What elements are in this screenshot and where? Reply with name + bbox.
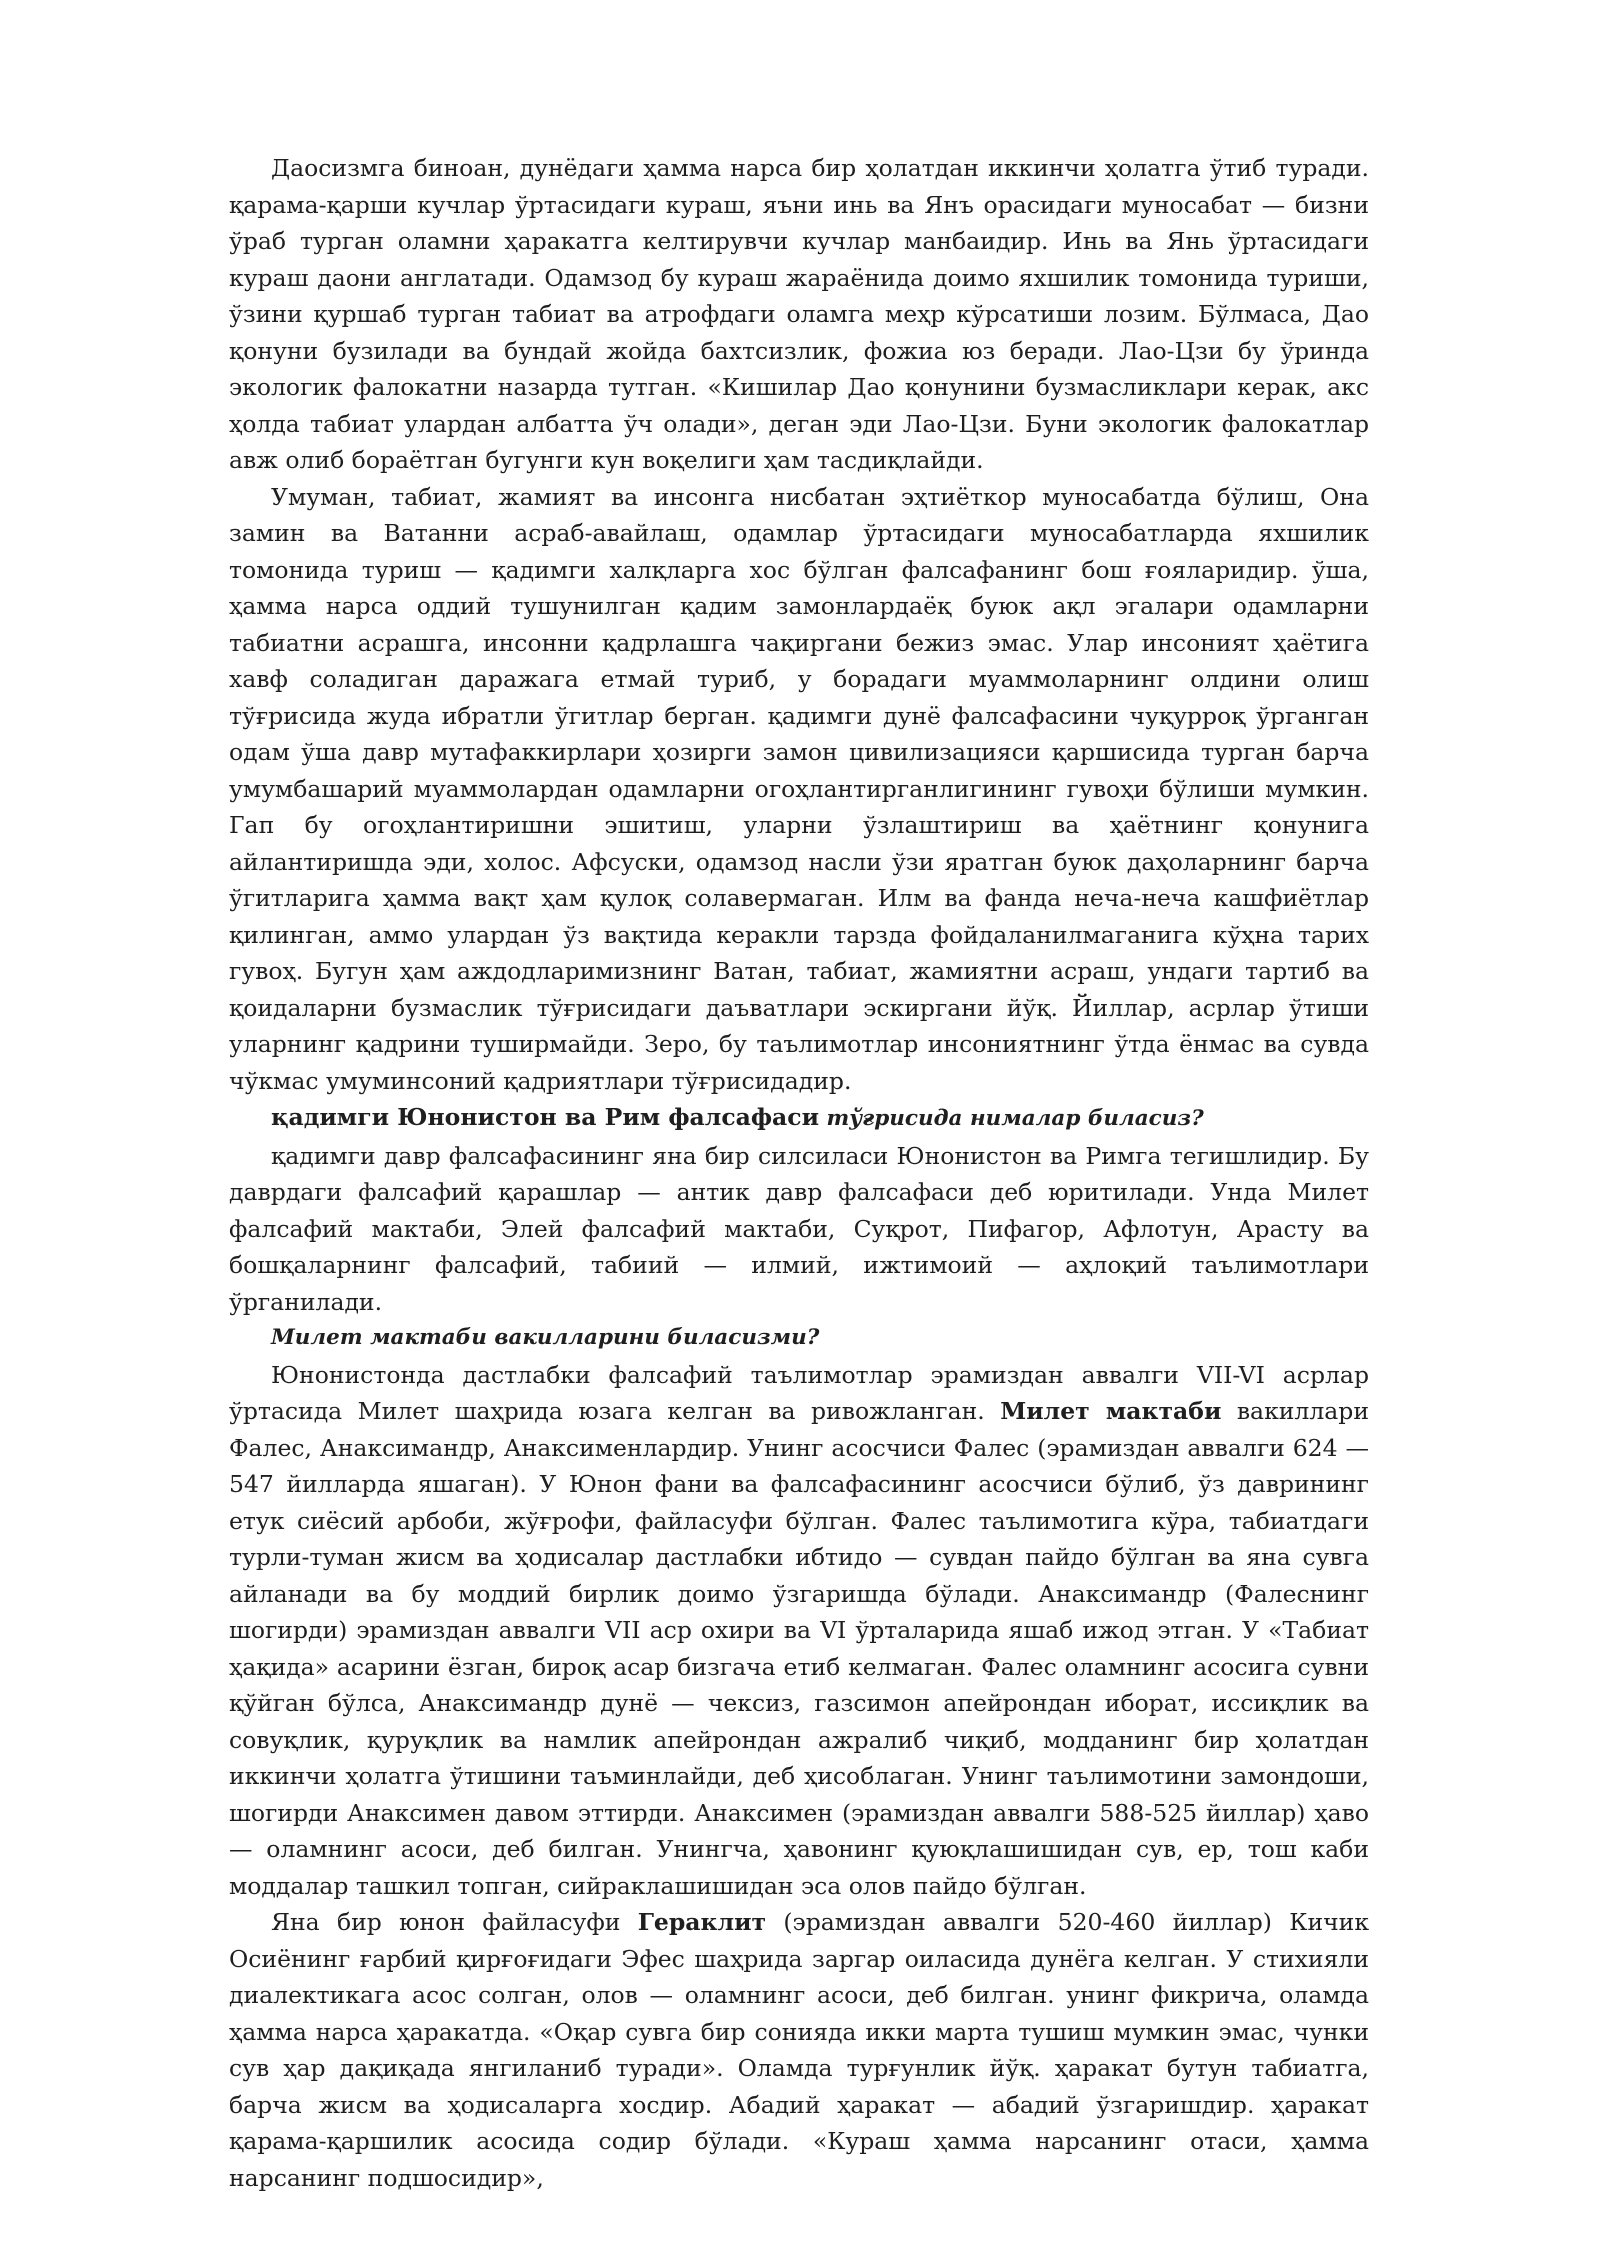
paragraph-miletus-school — [229, 1357, 1369, 1905]
heading-bold-part: қадимги Юнонистон ва Рим фалсафаси — [271, 1103, 820, 1131]
paragraph-heraclitus — [229, 1904, 1369, 2196]
bold-term-heraclitus: Гераклит — [637, 1908, 767, 1936]
section-heading-miletus: Милет мактаби вакилларини биласизми? — [271, 1325, 820, 1350]
paragraph-nature-society: Умуман, табиат, жамият ва инсонга нисбатан эҳтиёткор муносабатда бўлиш, Она замин ва Ватанни асраб-авайлаш, одамлар ўртасидаги муносабатларда яхшилик томонида туриш — қадимги халқларга хос бўлган фалсафанинг бош ғояларидир. ўша, ҳамма нарса оддий тушунилган қадим замонлардаёқ буюк ақл эгалари одамларни табиатни асрашга, инсонни қадрлашга чақиргани бежиз эмас. Улар инсоният ҳаётига хавф соладиган даражага етмай туриб, у борадаги муаммоларнинг олдини олиш тўғрисида жуда ибратли ўгитлар берган. қадимги дунё фалсафасини чуқурроқ ўрганган одам ўша давр мутафаккирлари ҳозирги замон цивилизацияси қаршисида турган барча умумбашарий муаммолардан одамларни огоҳлантирганлигининг гувоҳи бўлиши мумкин. Гап бу огоҳлантиришни эшитиш, уларни ўзлаштириш ва ҳаётнинг қонунига айлантиришда эди, холос. Афсуски, одамзод насли ўзи яратган буюк даҳоларнинг барча ўгитларига ҳамма вақт ҳам қулоқ солавермаган. Илм ва фанда неча-неча кашфиётлар қилинган, аммо улардан ўз вақтида керакли тарзда фойдаланилмаганига кўҳна тарих гувоҳ. Бугун ҳам аждодларимизнинг Ватан, табиат, жамиятни асраш, ундаги тартиб ва қоидаларни бузмаслик тўғрисидаги даъватлари эскиргани йўқ. Йиллар, асрлар ўтиши уларнинг қадрини туширмайди. Зеро, бу таълимотлар инсониятнинг ўтда ёнмас ва сувда чўкмас умуминсоний қадриятлари тўғрисидадир. — [229, 482, 1369, 1095]
text-run: вакиллари Фалес, Анаксимандр, Анаксименлардир. Унинг асосчиси Фалес (эрамиздан аввалги 624 — 547 йилларда яшаган). У Юнон фани ва фалсафасининг асосчиси бўлиб, ўз даврининг етук сиёсий арбоби, жўғрофи, файласуфи бўлган. Фалес таълимотига кўра, табиатдаги турли-туман жисм ва ҳодисалар дастлабки ибтидо — сувдан пайдо бўлган ва яна сувга айланади ва бу моддий бирлик доимо ўзгаришда бўлади. Анаксимандр (Фалеснинг шогирди) эрамиздан аввалги VII аср охири ва VI ўрталарида яшаб ижод этган. У «Табиат ҳақида» асарини ёзган, бироқ асар бизгача етиб келмаган. Фалес оламнинг асосига сувни қўйган бўлса, Анаксимандр дунё — чексиз, газсимон апейрондан иборат, иссиқлик ва совуқлик, қуруқлик ва намлик апейрондан ажралиб чиқиб, модданинг бир ҳолатдан иккинчи ҳолатга ўтишини таъминлайди, деб ҳисоблаган. Унинг таълимотини замондоши, шогирди Анаксимен давом эттирди. Анаксимен (эрамиздан аввалги 588-525 йиллар) ҳаво — оламнинг асоси, деб билган. Унингча, ҳавонинг қуюқлашишидан сув, ер, тош каби моддалар ташкил топган, сийраклашишидан эса олов пайдо бўлган. — [229, 1397, 1369, 1900]
document-page — [229, 150, 1369, 2196]
text-run: Яна бир юнон файласуфи — [271, 1908, 638, 1936]
paragraph-daoism: Даосизмга биноан, дунёдаги ҳамма нарса бир ҳолатдан иккинчи ҳолатга ўтиб туради. қарама-қарши кучлар ўртасидаги кураш, яъни инь ва Янъ орасидаги муносабат — бизни ўраб турган оламни ҳаракатга келтирувчи кучлар манбаидир. Инь ва Янь ўртасидаги кураш даони англатади. Одамзод бу кураш жараёнида доимо яхшилик томонида туриши, ўзини қуршаб турган табиат ва атрофдаги оламга меҳр кўрсатиши лозим. Бўлмаса, Дао қонуни бузилади ва бундай жойда бахтсизлик, фожиа юз беради. Лао-Цзи бу ўринда экологик фалокатни назарда тутган. «Кишилар Дао қонунини бузмасликлари керак, акс ҳолда табиат улардан албатта ўч олади», деган эди Лао-Цзи. Буни экологик фалокатлар авж олиб бораётган бугунги кун воқелиги ҳам тасдиқлайди. — [229, 154, 1369, 474]
section-heading-greece-rome — [229, 1099, 1369, 1138]
paragraph-antique-philosophy: қадимги давр фалсафасининг яна бир силсиласи Юнонистон ва Римга тегишлидир. Бу даврдаги фалсафий қарашлар — антик давр фалсафаси деб юритилади. Унда Милет фалсафий мактаби, Элей фалсафий мактаби, Суқрот, Пифагор, Афлотун, Арасту ва бошқаларнинг фалсафий, табиий — илмий, ижтимоий — аҳлоқий таълимотлари ўрганилади. — [229, 1141, 1369, 1316]
bold-term-miletus-school: Милет мактаби — [1000, 1397, 1222, 1425]
heading-italic-part: тўғрисида нималар биласиз? — [819, 1106, 1204, 1131]
text-run: (эрамиздан аввалги 520-460 йиллар) Кичик Осиёнинг ғарбий қирғоғидаги Эфес шаҳрида заргар оиласида дунёга келган. У стихияли диалектикага асос солган, олов — оламнинг асоси, деб билган. унинг фикрича, оламда ҳамма нарса ҳаракатда. «Оқар сувга бир сонияда икки марта тушиш мумкин эмас, чунки сув ҳар дақиқада янгиланиб туради». Оламда турғунлик йўқ. ҳаракат бутун табиатга, барча жисм ва ҳодисаларга хосдир. Абадий ҳаракат — абадий ўзгаришдир. ҳаракат қарама-қаршилик асосида содир бўлади. «Кураш ҳамма нарсанинг отаси, ҳамма нарсанинг подшосидир», — [229, 1908, 1370, 2192]
text-run: Юнонистонда дастлабки фалсафий таълимотлар эрамиздан аввалги VII-VI асрлар ўртасида Милет шаҳрида юзага келган ва ривожланган. — [229, 1360, 1369, 1425]
